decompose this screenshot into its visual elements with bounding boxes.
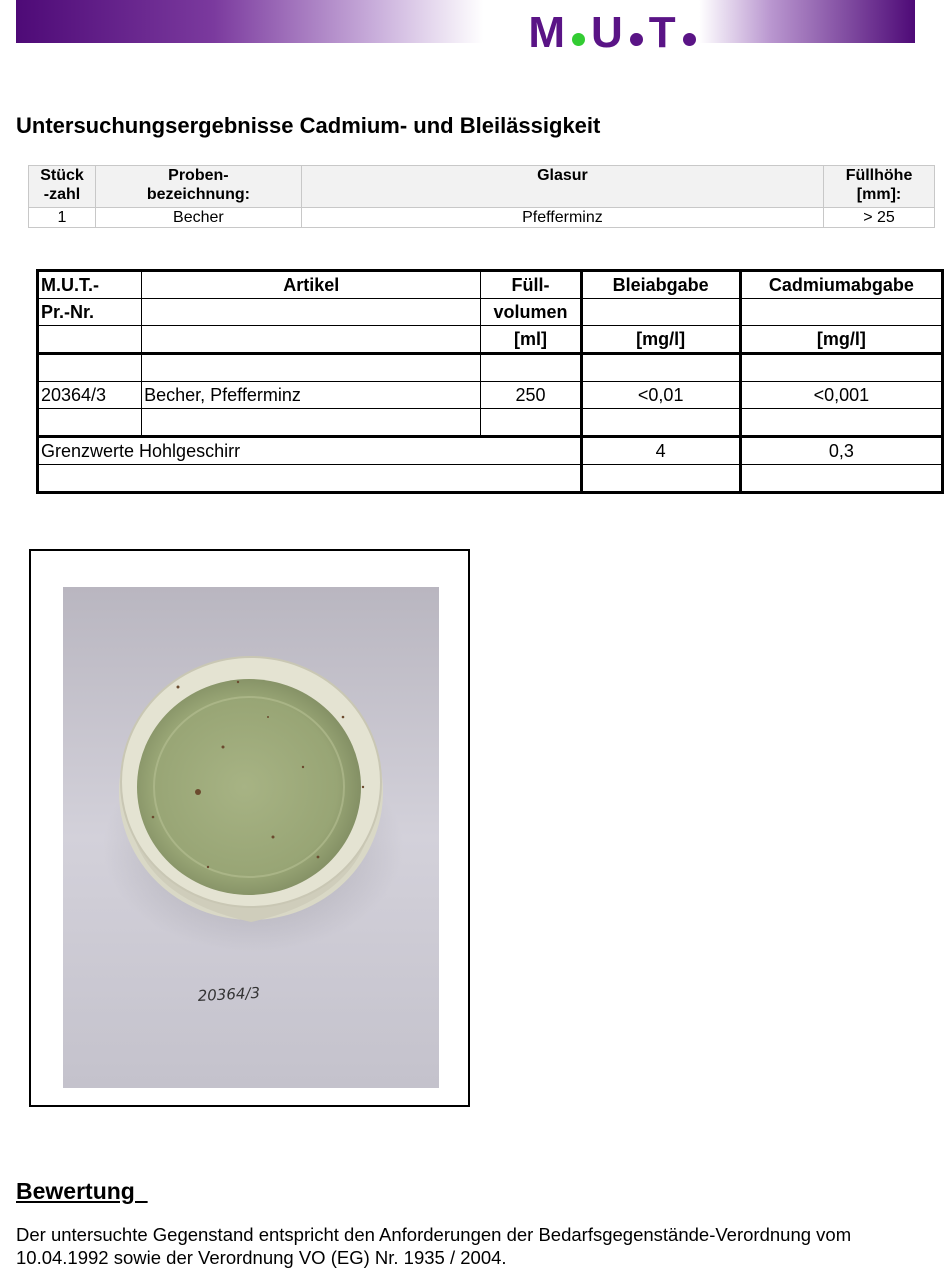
empty-cell	[740, 354, 942, 382]
header-prnr-1: M.U.T.-	[38, 271, 142, 299]
results-header-row-1	[38, 271, 943, 299]
cell-artikel: Becher, Pfefferminz	[142, 382, 481, 409]
results-header-row-3	[38, 326, 943, 354]
header-blei: Bleiabgabe	[581, 271, 740, 299]
empty-cell	[142, 299, 481, 326]
mut-logo	[500, 8, 730, 58]
empty-cell	[38, 326, 142, 354]
empty-cell	[581, 465, 740, 493]
empty-cell	[740, 299, 942, 326]
cell-limits-label: Grenzwerte Hohlgeschirr	[38, 437, 582, 465]
cell-prnr: 20364/3	[38, 382, 142, 409]
empty-cell	[142, 326, 481, 354]
empty-cell	[481, 409, 581, 437]
limits-row	[38, 437, 943, 465]
cell-limits-cadmium: 0,3	[740, 437, 942, 465]
bewertung-text: Der untersuchte Gegenstand entspricht den Anforderungen der Bedarfsgegenstände-Verordnung vom 10.04.1992 sowie der Verordnung VO (EG) Nr. 1935 / 2004.	[16, 1224, 852, 1268]
logo-dot-purple	[630, 33, 643, 46]
photo-label: 20364/3	[197, 983, 261, 1005]
cell-fuellhoehe: > 25	[824, 208, 935, 228]
cell-blei: <0,01	[581, 382, 740, 409]
cell-limits-blei: 4	[581, 437, 740, 465]
header-volumen-1: Füll-	[481, 271, 581, 299]
empty-cell	[581, 299, 740, 326]
header-probenbezeichnung: Proben- bezeichnung:	[95, 166, 301, 208]
page-title: Untersuchungsergebnisse Cadmium- und Bleilässigkeit	[16, 113, 601, 138]
logo-letter-t: T	[648, 8, 677, 57]
logo-letter-m: M	[528, 8, 566, 57]
header-volumen-unit: [ml]	[481, 326, 581, 354]
results-table	[36, 269, 944, 494]
empty-cell	[38, 465, 582, 493]
empty-cell	[481, 354, 581, 382]
sample-table-header	[29, 166, 935, 208]
header-cadmium: Cadmiumabgabe	[740, 271, 942, 299]
table-row	[29, 208, 935, 228]
empty-cell	[581, 354, 740, 382]
cell-cadmium: <0,001	[740, 382, 942, 409]
header-artikel: Artikel	[142, 271, 481, 299]
table-row	[38, 382, 943, 409]
sample-table	[28, 165, 935, 228]
bewertung-heading: Bewertung	[16, 1178, 148, 1204]
logo-dot-purple-2	[683, 33, 696, 46]
results-header-row-2	[38, 299, 943, 326]
empty-cell	[142, 354, 481, 382]
header-stueckzahl: Stück -zahl	[29, 166, 96, 208]
cell-glasur: Pfefferminz	[301, 208, 823, 228]
empty-cell	[740, 465, 942, 493]
header-cadmium-unit: [mg/l]	[740, 326, 942, 354]
empty-cell	[740, 409, 942, 437]
logo-dot-green	[572, 33, 585, 46]
spacer-row	[38, 465, 943, 493]
empty-cell	[38, 354, 142, 382]
header-fuellhoehe: Füllhöhe [mm]:	[824, 166, 935, 208]
header-blei-unit: [mg/l]	[581, 326, 740, 354]
empty-cell	[581, 409, 740, 437]
sample-photo	[63, 587, 439, 1088]
header-banner	[16, 0, 915, 43]
empty-cell	[38, 409, 142, 437]
header-prnr-2: Pr.-Nr.	[38, 299, 142, 326]
cell-stueckzahl: 1	[29, 208, 96, 228]
empty-cell	[142, 409, 481, 437]
header-volumen-2: volumen	[481, 299, 581, 326]
cell-probenbezeichnung: Becher	[95, 208, 301, 228]
spacer-row	[38, 409, 943, 437]
cell-volumen: 250	[481, 382, 581, 409]
logo-letter-u: U	[590, 8, 624, 57]
header-glasur: Glasur	[301, 166, 823, 208]
spacer-row	[38, 354, 943, 382]
cup-image	[63, 587, 439, 1088]
